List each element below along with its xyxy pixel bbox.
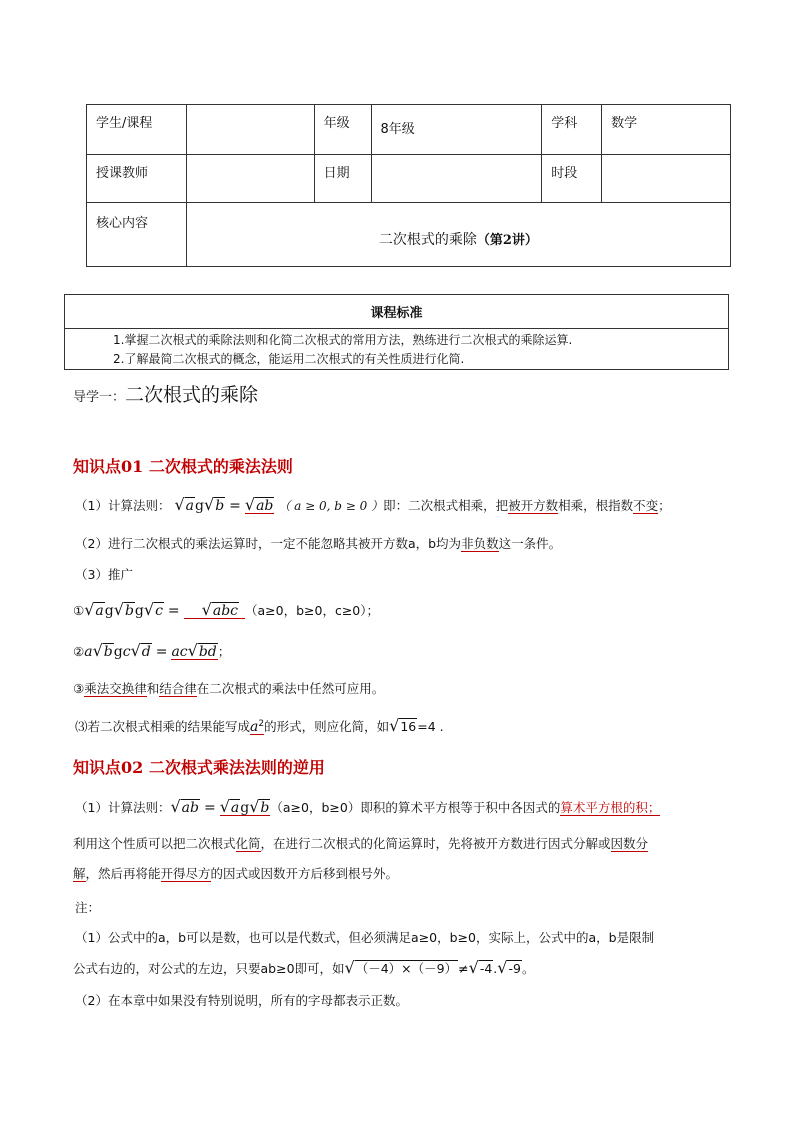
kp1-line4 xyxy=(73,600,379,619)
radicand-16: 16 xyxy=(400,719,417,734)
item-number-2: ② xyxy=(73,644,85,659)
radicand-ab: ab xyxy=(181,800,199,816)
radicand-a: a xyxy=(230,800,240,816)
sqrt-icon: √ xyxy=(389,716,400,735)
kp1-heading: 知识点01 二次根式的乘法法则 xyxy=(73,457,293,476)
standard-item-2: 2.了解最简二次根式的概念，能运用二次根式的有关性质进行化简. xyxy=(113,352,465,366)
radicand-d: d xyxy=(141,644,151,660)
answer-factorization-a: 因数分 xyxy=(610,836,649,851)
course-standard-title: 课程标准 xyxy=(65,295,729,329)
radicand-b: b xyxy=(260,800,270,816)
kp1-line2-text1: （2）进行二次根式的乘法运算时，一定不能忽略其被开方数a，b均为 xyxy=(75,536,462,551)
answer-associative: 结合律 xyxy=(159,681,197,696)
product-dot: g xyxy=(240,800,250,816)
sqrt-icon: √ xyxy=(187,641,198,660)
answer-factorization-b: 解 xyxy=(73,866,86,881)
sqrt-icon: √ xyxy=(203,495,215,514)
radicand-neg4: -4 xyxy=(479,961,493,976)
product-dot: g xyxy=(113,644,123,660)
answer-nonnegative: 非负数 xyxy=(461,536,499,551)
radicand-bd: bd xyxy=(198,644,217,660)
kp1-rule-prefix: （1）计算法则： xyxy=(75,498,171,513)
guide-heading xyxy=(73,380,258,407)
core-content-label: 核心内容 xyxy=(87,203,187,267)
kp2-line3 xyxy=(73,864,398,882)
course-standard-table xyxy=(64,294,729,370)
period-value xyxy=(602,155,731,203)
kp1-line2 xyxy=(75,534,561,552)
item-number-1: ① xyxy=(73,603,85,618)
kp1-line7-text1: ⑶若二次根式相乘的结果能写成 xyxy=(75,719,251,734)
answer-blank xyxy=(244,495,275,514)
separator-dot: . xyxy=(493,961,498,976)
answer-square-form: $a^2$ xyxy=(250,718,265,735)
grade-label: 年级 xyxy=(314,105,371,155)
sqrt-icon: √ xyxy=(219,797,230,816)
radicand-b: b xyxy=(103,644,113,660)
guide-title: 二次根式的乘除 xyxy=(125,384,259,406)
sqrt-icon: √ xyxy=(170,797,181,816)
course-standard-body xyxy=(65,329,729,370)
sqrt-icon: √ xyxy=(143,600,155,619)
note-1-cont xyxy=(73,958,534,977)
kp1-line4-cond: （a≥0，b≥0，c≥0）； xyxy=(245,603,379,618)
product-dot: g xyxy=(134,603,144,619)
period-label: 时段 xyxy=(542,155,602,203)
kp1-rule-text1: 即：二次根式相乘，把 xyxy=(383,498,509,513)
equals-sign: = xyxy=(155,644,168,660)
radicand-c: c xyxy=(155,603,163,619)
kp1-line7 xyxy=(75,716,444,735)
item-number-3: ③ xyxy=(73,681,85,696)
kp1-line3: （3）推广 xyxy=(75,567,133,582)
answer-perfect-square: 开得尽方 xyxy=(160,866,211,881)
radicand-abc: abc xyxy=(212,603,238,619)
radicand-a: a xyxy=(95,603,104,619)
answer-root-product: 算术平方根的积； xyxy=(560,800,661,815)
kp2-rule-line xyxy=(75,797,660,816)
note-1-cont-text: 公式右边的，对公式的左边，只要ab≥0即可，如 xyxy=(73,961,345,976)
answer-simplify: 化简 xyxy=(235,836,261,851)
answer-unchanged: 不变 xyxy=(633,498,659,513)
product-dot: g xyxy=(104,603,114,619)
product-dot: g xyxy=(195,498,204,514)
radicand-b: b xyxy=(215,498,225,514)
date-value xyxy=(371,155,542,203)
equals-sign: = xyxy=(229,498,241,514)
not-equal-sign: ≠ xyxy=(458,961,469,976)
lesson-info-table xyxy=(86,104,731,267)
radicand-b: b xyxy=(124,603,134,619)
note-2: （2）在本章中如果没有特别说明，所有的字母都表示正数。 xyxy=(75,993,408,1008)
subject-label: 学科 xyxy=(542,105,602,155)
sqrt-icon: √ xyxy=(468,958,479,977)
kp1-rule-line xyxy=(75,495,671,514)
answer-blank xyxy=(184,600,245,619)
sqrt-icon: √ xyxy=(92,641,103,660)
sqrt-icon: √ xyxy=(344,958,355,977)
kp2-line2-text1: 利用这个性质可以把二次根式 xyxy=(73,836,236,851)
note-1: （1）公式中的a，b可以是数，也可以是代数式，但必须满足a≥0，b≥0，实际上，公式中的a，b是限制 xyxy=(75,930,655,945)
kp1-line5-end: ； xyxy=(217,644,231,659)
grade-value-text: 8年级 xyxy=(380,122,415,137)
sqrt-icon: √ xyxy=(249,797,260,816)
kp1-line7-end: =4 . xyxy=(417,719,444,734)
lesson-number: （第2讲） xyxy=(476,233,538,248)
teacher-label: 授课教师 xyxy=(87,155,187,203)
lesson-title: 二次根式的乘除 xyxy=(378,232,477,248)
sqrt-icon: √ xyxy=(174,495,185,514)
sqrt-icon: √ xyxy=(130,641,141,660)
kp1-line5 xyxy=(73,641,230,660)
kp1-line2-text2: 这一条件。 xyxy=(498,536,562,551)
kp2-line2 xyxy=(73,834,648,852)
equals-sign: = xyxy=(167,603,180,619)
sqrt-icon: √ xyxy=(84,600,95,619)
note-label: 注： xyxy=(75,900,101,915)
answer-radicand: 被开方数 xyxy=(508,498,559,513)
answer-coef: ac xyxy=(171,644,188,660)
kp1-line6 xyxy=(73,679,384,697)
kp2-rule-prefix: （1）计算法则： xyxy=(75,800,171,815)
kp2-line2-text2: ，在进行二次根式的化简运算时，先将被开方数进行因式分解或 xyxy=(260,836,611,851)
student-course-value xyxy=(186,105,314,155)
kp1-rule-end: ； xyxy=(658,498,671,513)
standard-item-1: 1.掌握二次根式的乘除法则和化简二次根式的常用方法，熟练进行二次根式的乘除运算. xyxy=(113,333,573,347)
sqrt-icon: √ xyxy=(201,600,212,619)
coef-a: a xyxy=(84,644,93,660)
kp1-rule-text2: 相乘，根指数 xyxy=(558,498,634,513)
radicand-a: a xyxy=(185,498,195,514)
answer-commutative: 乘法交换律 xyxy=(84,681,147,696)
subject-value: 数学 xyxy=(602,105,731,155)
kp2-line3-text2: 的因式或因数开方后移到根号外。 xyxy=(210,866,399,881)
kp1-line6-and: 和 xyxy=(146,681,160,696)
kp2-heading: 知识点02 二次根式乘法法则的逆用 xyxy=(73,758,325,777)
sqrt-icon: √ xyxy=(113,600,124,619)
kp1-line7-text2: 的形式，则应化简，如 xyxy=(264,719,390,734)
guide-prefix: 导学一： xyxy=(73,390,126,405)
kp2-line3-text1: ，然后再将能 xyxy=(85,866,161,881)
teacher-value xyxy=(186,155,314,203)
kp1-condition: （ a ≥ 0, b ≥ 0 ） xyxy=(278,499,384,513)
radicand-ab: ab xyxy=(256,498,274,514)
student-course-label: 学生/课程 xyxy=(87,105,187,155)
note-1-cont-end: 。 xyxy=(521,961,535,976)
coef-c: c xyxy=(122,644,131,660)
kp2-rule-cond: （a≥0，b≥0）即积的算术平方根等于积中各因式的 xyxy=(270,800,561,815)
sqrt-icon: √ xyxy=(497,958,508,977)
answer-blank xyxy=(219,797,271,816)
radicand-example: （－4）×（－9） xyxy=(355,961,458,976)
date-label: 日期 xyxy=(314,155,371,203)
sqrt-icon: √ xyxy=(244,495,256,514)
answer-blank xyxy=(171,641,217,660)
core-content-value xyxy=(186,203,730,267)
equals-sign: = xyxy=(203,800,216,816)
radicand-neg9: -9 xyxy=(508,961,521,976)
grade-value xyxy=(371,105,542,155)
kp1-line6-text: 在二次根式的乘法中任然可应用。 xyxy=(196,681,385,696)
